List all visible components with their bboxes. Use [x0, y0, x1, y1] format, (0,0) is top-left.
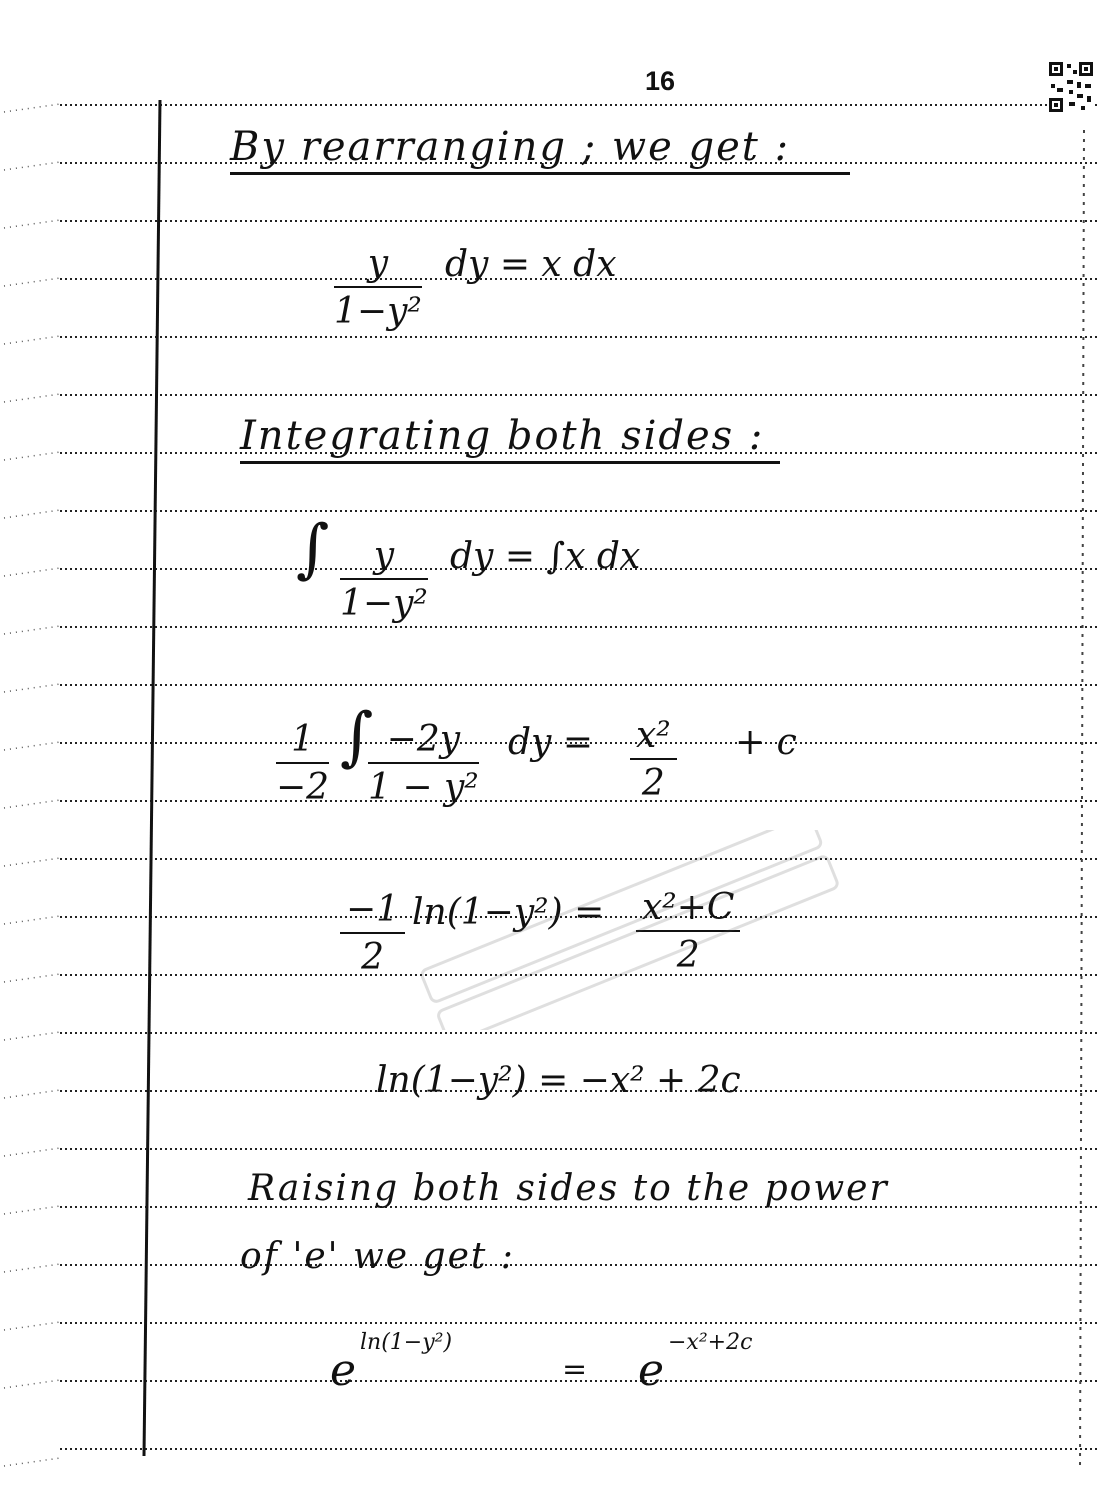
qr-code-icon: [1047, 60, 1095, 114]
eq3-numerator: −2y: [368, 720, 479, 764]
page-number: 16: [644, 66, 676, 96]
eq2-fraction: [340, 536, 428, 623]
eq6-rhs-exponent: −x²+2c: [668, 1330, 753, 1355]
eq5: ln(1−y²) = −x² + 2c: [376, 1060, 741, 1101]
eq2-denominator: 1−y²: [340, 582, 428, 624]
eq6-lhs-exponent: ln(1−y²): [360, 1330, 453, 1355]
eq4-coef-denominator: 2: [361, 936, 384, 978]
eq3-coef-numerator: 1: [276, 720, 329, 764]
eq3-rhs-tail: + c: [735, 722, 797, 763]
eq3-denominator: 1 − y²: [368, 766, 479, 808]
eq3-coefficient: [276, 720, 329, 807]
heading-integrating: Integrating both sides :: [240, 413, 780, 464]
eq6-rhs-base: e: [638, 1345, 665, 1396]
eq4-rhs-numerator: x²+C: [636, 888, 740, 932]
eq6-equals: =: [562, 1352, 588, 1387]
eq3-integral-sign: ∫: [340, 700, 374, 774]
eq1-rhs: dy = x dx: [445, 244, 617, 285]
eq3-rhs-fraction: [630, 716, 677, 803]
eq4-middle: ln(1−y²) =: [412, 892, 605, 933]
eq2-numerator: y: [340, 536, 428, 580]
eq6-lhs-base: e: [330, 1345, 357, 1396]
eq1-fraction: [334, 244, 422, 331]
heading-rearranging: By rearranging ; we get :: [230, 124, 850, 175]
eq4-rhs-fraction: [636, 888, 740, 975]
eq4-rhs-denominator: 2: [676, 934, 700, 976]
eq2-integral-sign: ∫: [296, 512, 330, 586]
eq1-denominator: 1−y²: [334, 290, 422, 332]
eq1-numerator: y: [334, 244, 422, 288]
raising-line-1: Raising both sides to the power: [248, 1168, 889, 1209]
eq3-coef-denominator: −2: [276, 766, 330, 808]
eq3-middle: dy =: [508, 722, 593, 763]
eq3-rhs-numerator: x²: [630, 716, 677, 760]
eq2-rhs: dy = ∫x dx: [450, 536, 641, 577]
eq4-coef-numerator: −1: [340, 890, 405, 934]
eq4-coefficient: [340, 890, 405, 977]
eq3-fraction: [368, 720, 479, 807]
left-margin-line: [144, 100, 160, 1456]
raising-line-2: of 'e' we get :: [240, 1236, 515, 1277]
eq3-rhs-denominator: 2: [641, 762, 665, 804]
